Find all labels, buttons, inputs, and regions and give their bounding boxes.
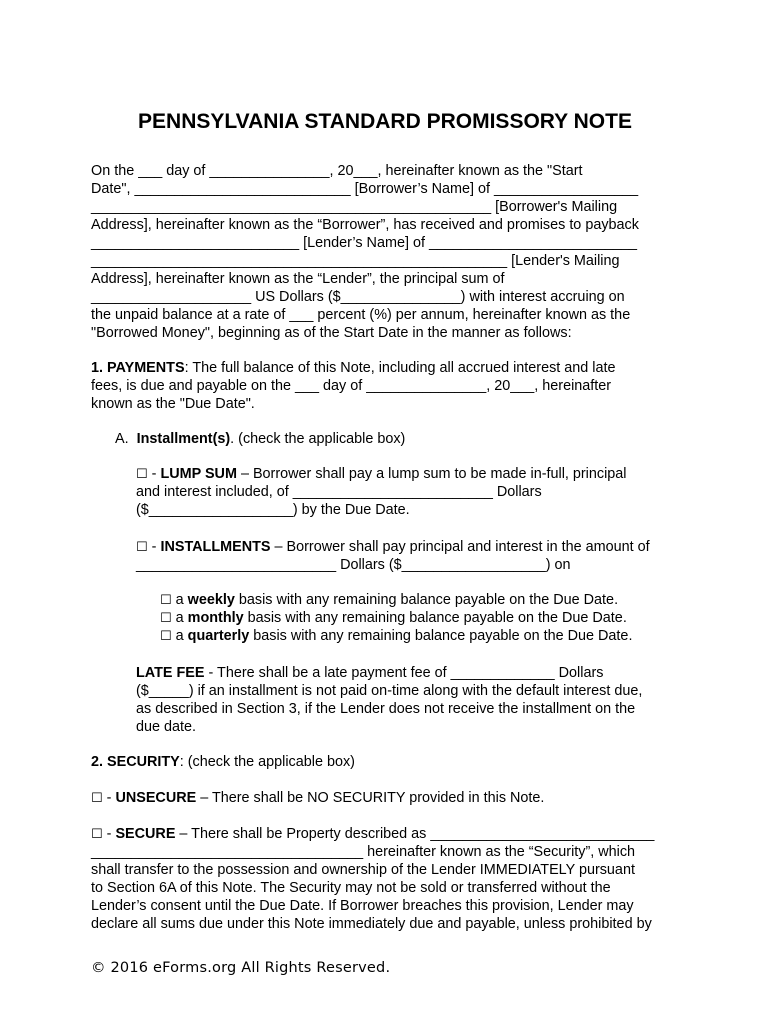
monthly-a: a [171,610,188,626]
intro-line-3: __________________________________________________ [Borrower's Mailing [91,199,618,215]
payments-line-1 [91,359,616,377]
late-fee-line-3: as described in Section 3, if the Lender does not receive the installment on the [136,701,636,717]
installments-prefix: - [147,539,161,555]
installments-option-line-1 [136,538,650,557]
payments-heading: 1. PAYMENTS [91,360,185,376]
secure-line-4: to Section 6A of this Note. The Security may not be sold or transferred without the [91,880,611,896]
secure-checkbox[interactable]: ☐ [91,827,103,842]
copyright-footer: © 2016 eForms.org All Rights Reserved. [91,960,391,976]
late-fee-line-1 [136,664,603,682]
weekly-a: a [171,592,188,608]
secure-line-3: shall transfer to the possession and ownership of the Lender IMMEDIATELY pursuant [91,862,635,878]
quarterly-a: a [171,628,188,644]
secure-line-1 [91,825,654,844]
security-heading-note: : (check the applicable box) [179,754,355,770]
unsecure-option [91,789,544,808]
unsecure-text: – There shall be NO SECURITY provided in this Note. [196,790,545,806]
installments-checkbox[interactable]: ☐ [136,540,148,555]
unsecure-prefix: - [102,790,116,806]
secure-line-5: Lender’s consent until the Due Date. If Borrower breaches this provision, Lender may [91,898,634,914]
payments-line-2: fees, is due and payable on the ___ day of _______________, 20___, hereinafter [91,378,612,394]
list-marker: A. [115,431,129,447]
weekly-checkbox[interactable]: ☐ [160,593,172,608]
security-heading-line [91,753,355,771]
intro-line-2: Date", ___________________________ [Borrower’s Name] of __________________ [91,181,639,197]
unsecure-label: UNSECURE [115,790,197,806]
intro-line-9: the unpaid balance at a rate of ___ percent (%) per annum, hereinafter known as the [91,307,631,323]
intro-line-7: Address], hereinafter known as the “Lender”, the principal sum of [91,271,505,287]
payments-text: : The full balance of this Note, including all accrued interest and late [184,360,616,376]
lump-sum-line-1 [136,465,626,484]
monthly-checkbox[interactable]: ☐ [160,611,172,626]
quarterly-text: basis with any remaining balance payable on the Due Date. [249,628,633,644]
installments-option-line-2: _________________________ Dollars ($__________________) on [136,557,571,573]
intro-line-4: Address], hereinafter known as the “Borrower”, has received and promises to payback [91,217,639,233]
unsecure-checkbox[interactable]: ☐ [91,791,103,806]
monthly-text: basis with any remaining balance payable on the Due Date. [243,610,627,626]
late-fee-line-4: due date. [136,719,197,735]
late-fee-line-2: ($_____) if an installment is not paid on-time along with the default interest due, [136,683,643,699]
lump-sum-line-3: ($__________________) by the Due Date. [136,502,410,518]
monthly-option [160,609,627,628]
installments-label: INSTALLMENTS [160,539,271,555]
intro-line-8: ____________________ US Dollars ($_______________) with interest accruing on [91,289,625,305]
weekly-text: basis with any remaining balance payable on the Due Date. [234,592,619,608]
quarterly-label: quarterly [187,628,250,644]
lump-sum-line-2: and interest included, of _________________________ Dollars [136,484,542,500]
installments-heading: Installment(s) [136,431,231,447]
installments-text: – Borrower shall pay principal and interest in the amount of [270,539,650,555]
lump-sum-prefix: - [147,466,161,482]
late-fee-label: LATE FEE [136,665,205,681]
security-heading: 2. SECURITY [91,754,180,770]
secure-line-2: __________________________________ hereinafter known as the “Security”, which [91,844,636,860]
weekly-label: weekly [187,592,235,608]
lump-sum-label: LUMP SUM [160,466,237,482]
monthly-label: monthly [187,610,244,626]
document-title: PENNSYLVANIA STANDARD PROMISSORY NOTE [138,110,632,133]
payments-line-3: known as the "Due Date". [91,396,255,412]
quarterly-option [160,627,632,646]
lump-sum-text: – Borrower shall pay a lump sum to be made in-full, principal [236,466,627,482]
secure-text: – There shall be Property described as ____________________________ [175,826,655,842]
installments-heading-line [115,430,405,448]
intro-line-1: On the ___ day of _______________, 20___, hereinafter known as the "Start [91,163,583,179]
secure-label: SECURE [115,826,176,842]
late-fee-text: - There shall be a late payment fee of _____________ Dollars [204,665,604,681]
lump-sum-checkbox[interactable]: ☐ [136,467,148,482]
intro-line-6: ____________________________________________________ [Lender's Mailing [91,253,620,269]
secure-prefix: - [102,826,116,842]
installments-heading-note: . (check the applicable box) [230,431,406,447]
intro-line-5: __________________________ [Lender’s Name] of __________________________ [91,235,638,251]
weekly-option [160,591,618,610]
intro-line-10: "Borrowed Money", beginning as of the Start Date in the manner as follows: [91,325,572,341]
quarterly-checkbox[interactable]: ☐ [160,629,172,644]
secure-line-6: declare all sums due under this Note immediately due and payable, unless prohibited by [91,916,652,932]
